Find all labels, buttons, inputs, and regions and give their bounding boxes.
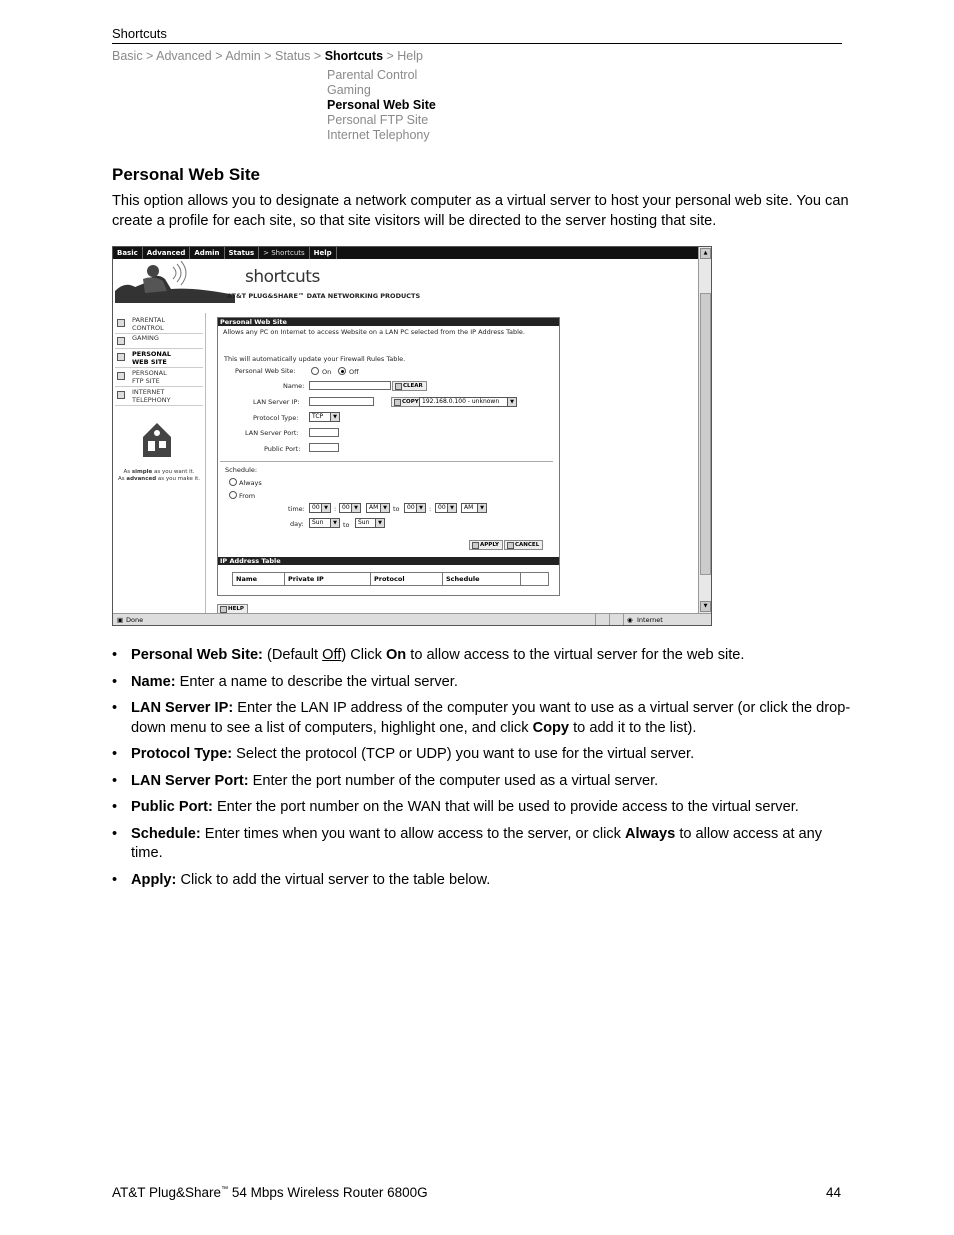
side-item-personal-web-site: PERSONAL WEB SITE <box>115 351 203 368</box>
table-col-select <box>521 573 536 585</box>
subnav-item-parental-control[interactable]: Parental Control <box>327 68 418 82</box>
subnav-item-personal-ftp-site[interactable]: Personal FTP Site <box>327 113 429 127</box>
router-nav-status: Status <box>225 247 260 259</box>
copy-button[interactable]: COPY <box>391 397 423 407</box>
protocol-label: Protocol Type: <box>253 414 299 422</box>
square-bullet-icon <box>117 337 125 345</box>
list-item: • Schedule: Enter times when you want to allow access to the server, or click Always to allow access at any time. <box>112 825 852 864</box>
house-logo-icon <box>139 419 175 459</box>
form-note: This will automatically update your Firewall Rules Table. <box>224 355 406 363</box>
from-radio[interactable] <box>229 491 237 499</box>
router-side-menu <box>113 313 206 613</box>
page-title: Personal Web Site <box>112 165 261 184</box>
field-descriptions-list <box>112 646 852 897</box>
page-done-icon: ▣ <box>117 616 124 624</box>
cancel-button[interactable]: CANCEL <box>504 540 543 550</box>
header-rule <box>112 43 842 44</box>
form-description: Allows any PC on Internet to access Website on a LAN PC selected from the IP Address Table. <box>223 328 525 336</box>
clear-button[interactable]: CLEAR <box>392 381 427 391</box>
ip-address-table <box>232 572 549 586</box>
lan-ip-label: LAN Server IP: <box>253 398 300 406</box>
lan-port-input[interactable] <box>309 428 339 437</box>
house-tagline: As simple as you want it. As advanced as you make it. <box>117 469 201 482</box>
chevron-down-icon: ▼ <box>375 519 384 527</box>
subnav-item-personal-web-site: Personal Web Site <box>327 98 436 112</box>
chevron-down-icon: ▼ <box>380 504 389 512</box>
intro-paragraph: This option allows you to designate a network computer as a virtual server to host your personal web site. You can create a profile for each site, so that site visitors will be directed to the server hosting that site. <box>112 193 849 229</box>
router-banner-subtitle: AT&T PLUG&SHARE™ DATA NETWORKING PRODUCTS <box>227 292 421 300</box>
from-label: From <box>239 492 256 500</box>
protocol-select[interactable]: TCP ▼ <box>309 412 340 422</box>
end-day-select[interactable]: Sun ▼ <box>355 518 385 528</box>
public-port-label: Public Port: <box>264 445 301 453</box>
day-to-label: to <box>343 521 350 529</box>
apply-button[interactable]: APPLY <box>469 540 503 550</box>
table-col-protocol: Protocol <box>371 573 443 585</box>
always-radio[interactable] <box>229 478 237 486</box>
always-label: Always <box>239 479 262 487</box>
router-nav-advanced: Advanced <box>143 247 191 259</box>
lan-port-label: LAN Server Port: <box>245 429 299 437</box>
router-banner-title: shortcuts <box>245 267 320 287</box>
start-ampm-select[interactable]: AM ▼ <box>366 503 390 513</box>
side-item-gaming: GAMING <box>115 335 203 349</box>
name-label: Name: <box>283 382 305 390</box>
square-bullet-icon <box>117 391 125 399</box>
pws-off-radio[interactable] <box>338 367 346 375</box>
footer-product: AT&T Plug&Share™ 54 Mbps Wireless Router 6800G <box>112 1185 428 1200</box>
square-bullet-icon <box>117 372 125 380</box>
end-minute-select[interactable]: 00 ▼ <box>435 503 457 513</box>
name-input[interactable] <box>309 381 391 390</box>
end-ampm-select[interactable]: AM ▼ <box>461 503 487 513</box>
breadcrumb-item-status[interactable]: Status <box>275 49 311 63</box>
form-title-bar: Personal Web Site <box>218 318 559 326</box>
ip-table-title-bar: IP Address Table <box>218 557 559 565</box>
square-bullet-icon <box>117 319 125 327</box>
pws-on-radio[interactable] <box>311 367 319 375</box>
list-item: • Personal Web Site: (Default Off) Click On to allow access to the virtual server for the web site. <box>112 646 852 666</box>
scroll-thumb[interactable] <box>700 293 711 575</box>
start-hour-select[interactable]: 00 ▼ <box>309 503 331 513</box>
browser-status-bar <box>113 613 711 626</box>
status-zone: Internet <box>637 616 663 624</box>
form-divider <box>220 461 553 462</box>
time-to-label: to <box>393 505 400 513</box>
ip-dropdown[interactable]: 192.168.0.100 - unknown ▼ <box>419 397 517 407</box>
chevron-down-icon: ▼ <box>351 504 360 512</box>
person-with-laptop-illustration <box>115 261 235 303</box>
chevron-down-icon: ▼ <box>321 504 330 512</box>
list-item: • LAN Server Port: Enter the port number of the computer used as a virtual server. <box>112 772 852 792</box>
subnav-item-gaming[interactable]: Gaming <box>327 83 371 97</box>
time-label: time: <box>288 505 305 513</box>
lan-ip-input[interactable] <box>309 397 374 406</box>
subnav <box>327 68 436 143</box>
breadcrumb-current: Shortcuts <box>324 49 384 63</box>
public-port-input[interactable] <box>309 443 339 452</box>
side-item-parental-control: PARENTAL CONTROL <box>115 317 203 334</box>
chevron-down-icon: ▼ <box>477 504 486 512</box>
table-col-private-ip: Private IP <box>285 573 371 585</box>
end-hour-select[interactable]: 00 ▼ <box>404 503 426 513</box>
router-nav-admin: Admin <box>190 247 224 259</box>
personal-web-site-form: Personal Web Site Allows any PC on Internet to access Website on a LAN PC selected from the IP Address Table. This will automatically update your Firewall Rules Table. Personal Web Site: On Off Name: CLEAR LAN Server IP: COPY 192.168.0.100 - unknown ▼ Protocol Type: TCP ▼ LAN Server Port: Public Port: Schedule: Always From time: 00 ▼ : 00 ▼ AM ▼ to 00 ▼ : 00 ▼ AM ▼ day: Sun ▼ to Sun ▼ APPLY CANCEL IP Address Table Name Private IP Protocol Schedule <box>217 317 560 596</box>
breadcrumb-item-basic[interactable]: Basic <box>112 49 143 63</box>
pws-off-label: Off <box>349 368 359 376</box>
table-col-schedule: Schedule <box>443 573 521 585</box>
router-nav-basic: Basic <box>113 247 143 259</box>
chevron-down-icon: ▼ <box>416 504 425 512</box>
list-item: • Name: Enter a name to describe the virtual server. <box>112 673 852 693</box>
start-day-select[interactable]: Sun ▼ <box>309 518 340 528</box>
section-header: Shortcuts <box>112 26 167 41</box>
schedule-label: Schedule: <box>225 466 258 474</box>
breadcrumb-item-help[interactable]: Help <box>397 49 423 63</box>
breadcrumb: Basic > Advanced > Admin > Status > Shortcuts > Help <box>112 49 423 63</box>
chevron-down-icon: ▼ <box>330 413 339 421</box>
list-item: • Public Port: Enter the port number on the WAN that will be used to provide access to the virtual server. <box>112 798 852 818</box>
breadcrumb-item-admin[interactable]: Admin <box>225 49 261 63</box>
page-number: 44 <box>826 1185 842 1200</box>
pws-on-label: On <box>322 368 332 376</box>
chevron-down-icon: ▼ <box>330 519 339 527</box>
router-banner <box>113 259 698 305</box>
table-col-name: Name <box>233 573 285 585</box>
router-top-nav <box>113 247 698 259</box>
square-bullet-icon <box>117 353 125 361</box>
chevron-down-icon: ▼ <box>507 398 516 406</box>
side-item-internet-telephony: INTERNET TELEPHONY <box>115 389 203 406</box>
router-ui-screenshot <box>112 246 712 626</box>
list-item: • LAN Server IP: Enter the LAN IP address of the computer you want to use as a virtual server (or click the drop-down menu to see a list of computers, highlight one, and click Copy to add it to the list). <box>112 699 852 738</box>
help-button[interactable]: HELP <box>217 604 248 614</box>
side-item-personal-ftp-site: PERSONAL FTP SITE <box>115 370 203 387</box>
pws-label: Personal Web Site: <box>235 367 296 375</box>
scroll-up-arrow-icon[interactable]: ▲ <box>700 248 711 259</box>
router-nav-help: Help <box>310 247 337 259</box>
scroll-down-arrow-icon[interactable]: ▼ <box>700 601 711 612</box>
scrollbar[interactable] <box>698 247 711 613</box>
status-done: Done <box>126 616 144 624</box>
globe-icon: ◉ <box>627 616 633 624</box>
day-label: day: <box>290 520 304 528</box>
list-item: • Protocol Type: Select the protocol (TCP or UDP) you want to use for the virtual server. <box>112 745 852 765</box>
list-item: • Apply: Click to add the virtual server to the table below. <box>112 871 852 891</box>
router-nav-shortcuts: > Shortcuts <box>259 247 310 259</box>
chevron-down-icon: ▼ <box>447 504 456 512</box>
start-minute-select[interactable]: 00 ▼ <box>339 503 361 513</box>
subnav-item-internet-telephony[interactable]: Internet Telephony <box>327 128 430 142</box>
breadcrumb-item-advanced[interactable]: Advanced <box>156 49 212 63</box>
